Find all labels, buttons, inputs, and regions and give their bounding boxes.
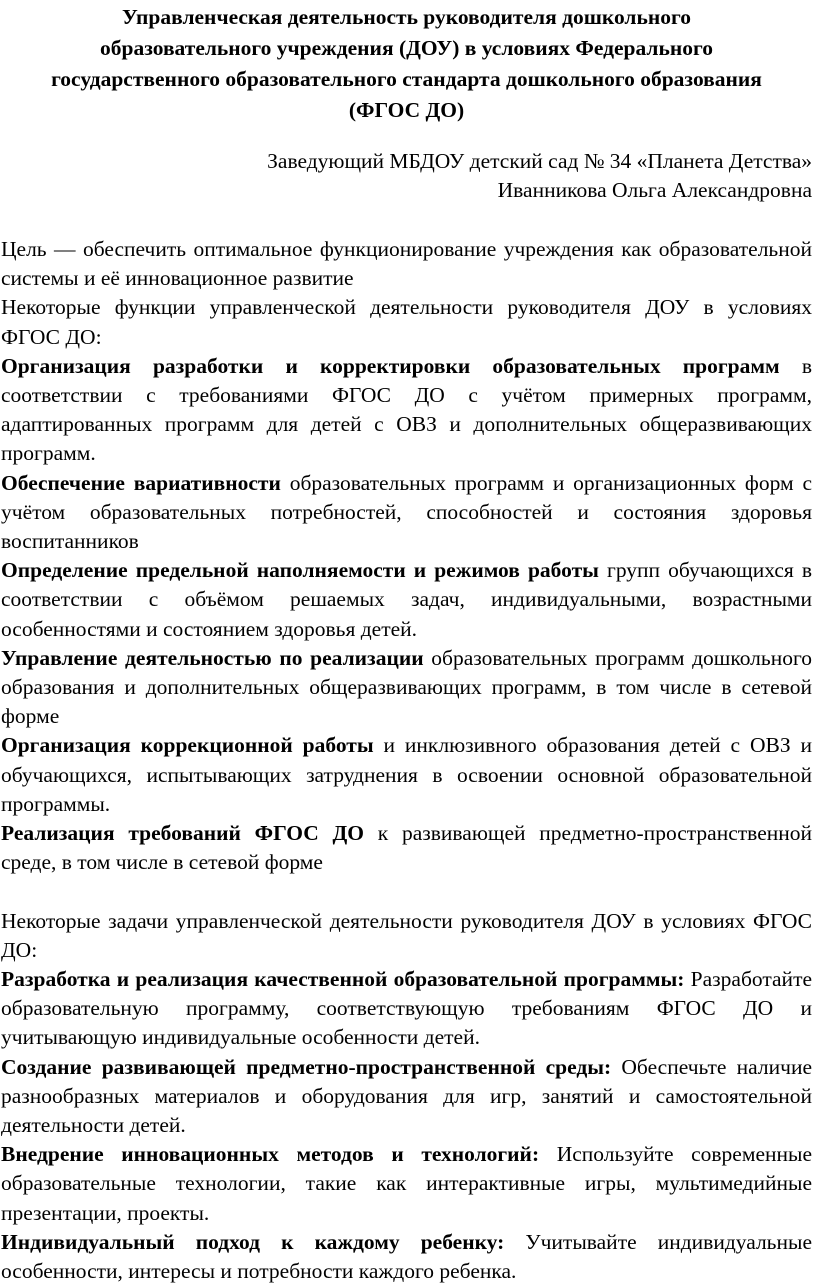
task-item-heading: Создание развивающей предметно-пространственной среды: [1,1054,612,1079]
paragraph-spacer [1,877,812,906]
task-item [1,1053,812,1141]
function-item [1,819,812,877]
goal-paragraph: Цель — обеспечить оптимальное функционирование учреждения как образовательной системы и её инновационное развитие [1,237,812,291]
function-item-heading: Организация разработки и корректировки образовательных программ [1,353,780,378]
function-item-text: и инклюзивного образования детей с ОВЗ и обучающихся, испытывающих затруднения в освоении основной образовательной программы. [1,733,812,816]
function-item [1,352,812,469]
document-page [0,2,816,1284]
task-item [1,1228,812,1286]
functions-intro: Некоторые функции управленческой деятельности руководителя ДОУ в условиях ФГОС ДО: [1,295,812,349]
title-line: Управленческая деятельность руководителя дошкольного [122,5,691,29]
function-item [1,556,812,644]
tasks-intro: Некоторые задачи управленческой деятельности руководителя ДОУ в условиях ФГОС ДО: [1,908,812,962]
task-item [1,965,812,1053]
title-line: государственного образовательного стандарта дошкольного образования [51,67,762,91]
author-position: Заведующий МБДОУ детский сад № 34 «Планета Детства» [267,149,812,173]
task-item [1,1140,812,1228]
function-item [1,731,812,819]
function-item-heading: Обеспечение вариативности [1,470,281,495]
function-item-heading: Определение предельной наполняемости и режимов работы [1,558,599,583]
task-item-heading: Индивидуальный подход к каждому ребенку: [1,1229,505,1254]
function-item-text: групп обучающихся в соответствии с объёмом решаемых задач, индивидуальными, возрастными особенностями и состоянием здоровья детей. [1,558,812,641]
task-item-heading: Внедрение инновационных методов и технологий: [1,1142,540,1167]
title-line: (ФГОС ДО) [348,98,465,122]
task-item-text: Обеспечьте наличие разнообразных материалов и оборудования для игр, занятий и самостоятельной деятельности детей. [1,1054,812,1138]
task-item-heading: Разработка и реализация качественной образовательной программы: [1,967,685,992]
function-item [1,469,812,557]
task-item-text: Учитывайте индивидуальные особенности, интересы и потребности каждого ребенка. [1,1229,812,1284]
function-item-text: образовательных программ и организационных форм с учётом образовательных потребностей, способностей и состояния здоровья воспитанников [1,470,813,554]
function-item-heading: Реализация требований ФГОС ДО [1,821,365,846]
task-item-text: Разработайте образовательную программу, соответствующую требованиям ФГОС ДО и учитывающую индивидуальные особенности детей. [1,967,813,1050]
function-item-text: в соответствии с требованиями ФГОС ДО с учётом примерных программ, адаптированных программ для детей с ОВЗ и дополнительных общеразвивающих программ. [1,353,812,466]
author-block [1,147,812,205]
task-item-text: Используйте современные образовательные технологии, такие как интерактивные игры, мультимедийные презентации, проекты. [1,1142,812,1225]
function-item-heading: Организация коррекционной работы [1,733,374,758]
title-line: образовательного учреждения (ДОУ) в условиях Федерального [100,36,713,60]
author-name: Иванникова Ольга Александровна [497,178,812,202]
document-title [1,2,812,126]
function-item [1,644,812,732]
function-item-heading: Управление деятельностью по реализации [1,645,424,670]
function-item-text: к развивающей предметно-пространственной среде, в том числе в сетевой форме [1,821,812,875]
document-body [1,235,812,1286]
function-item-text: образовательных программ дошкольного образования и дополнительных общеразвивающих программ, в том числе в сетевой форме [1,645,812,729]
